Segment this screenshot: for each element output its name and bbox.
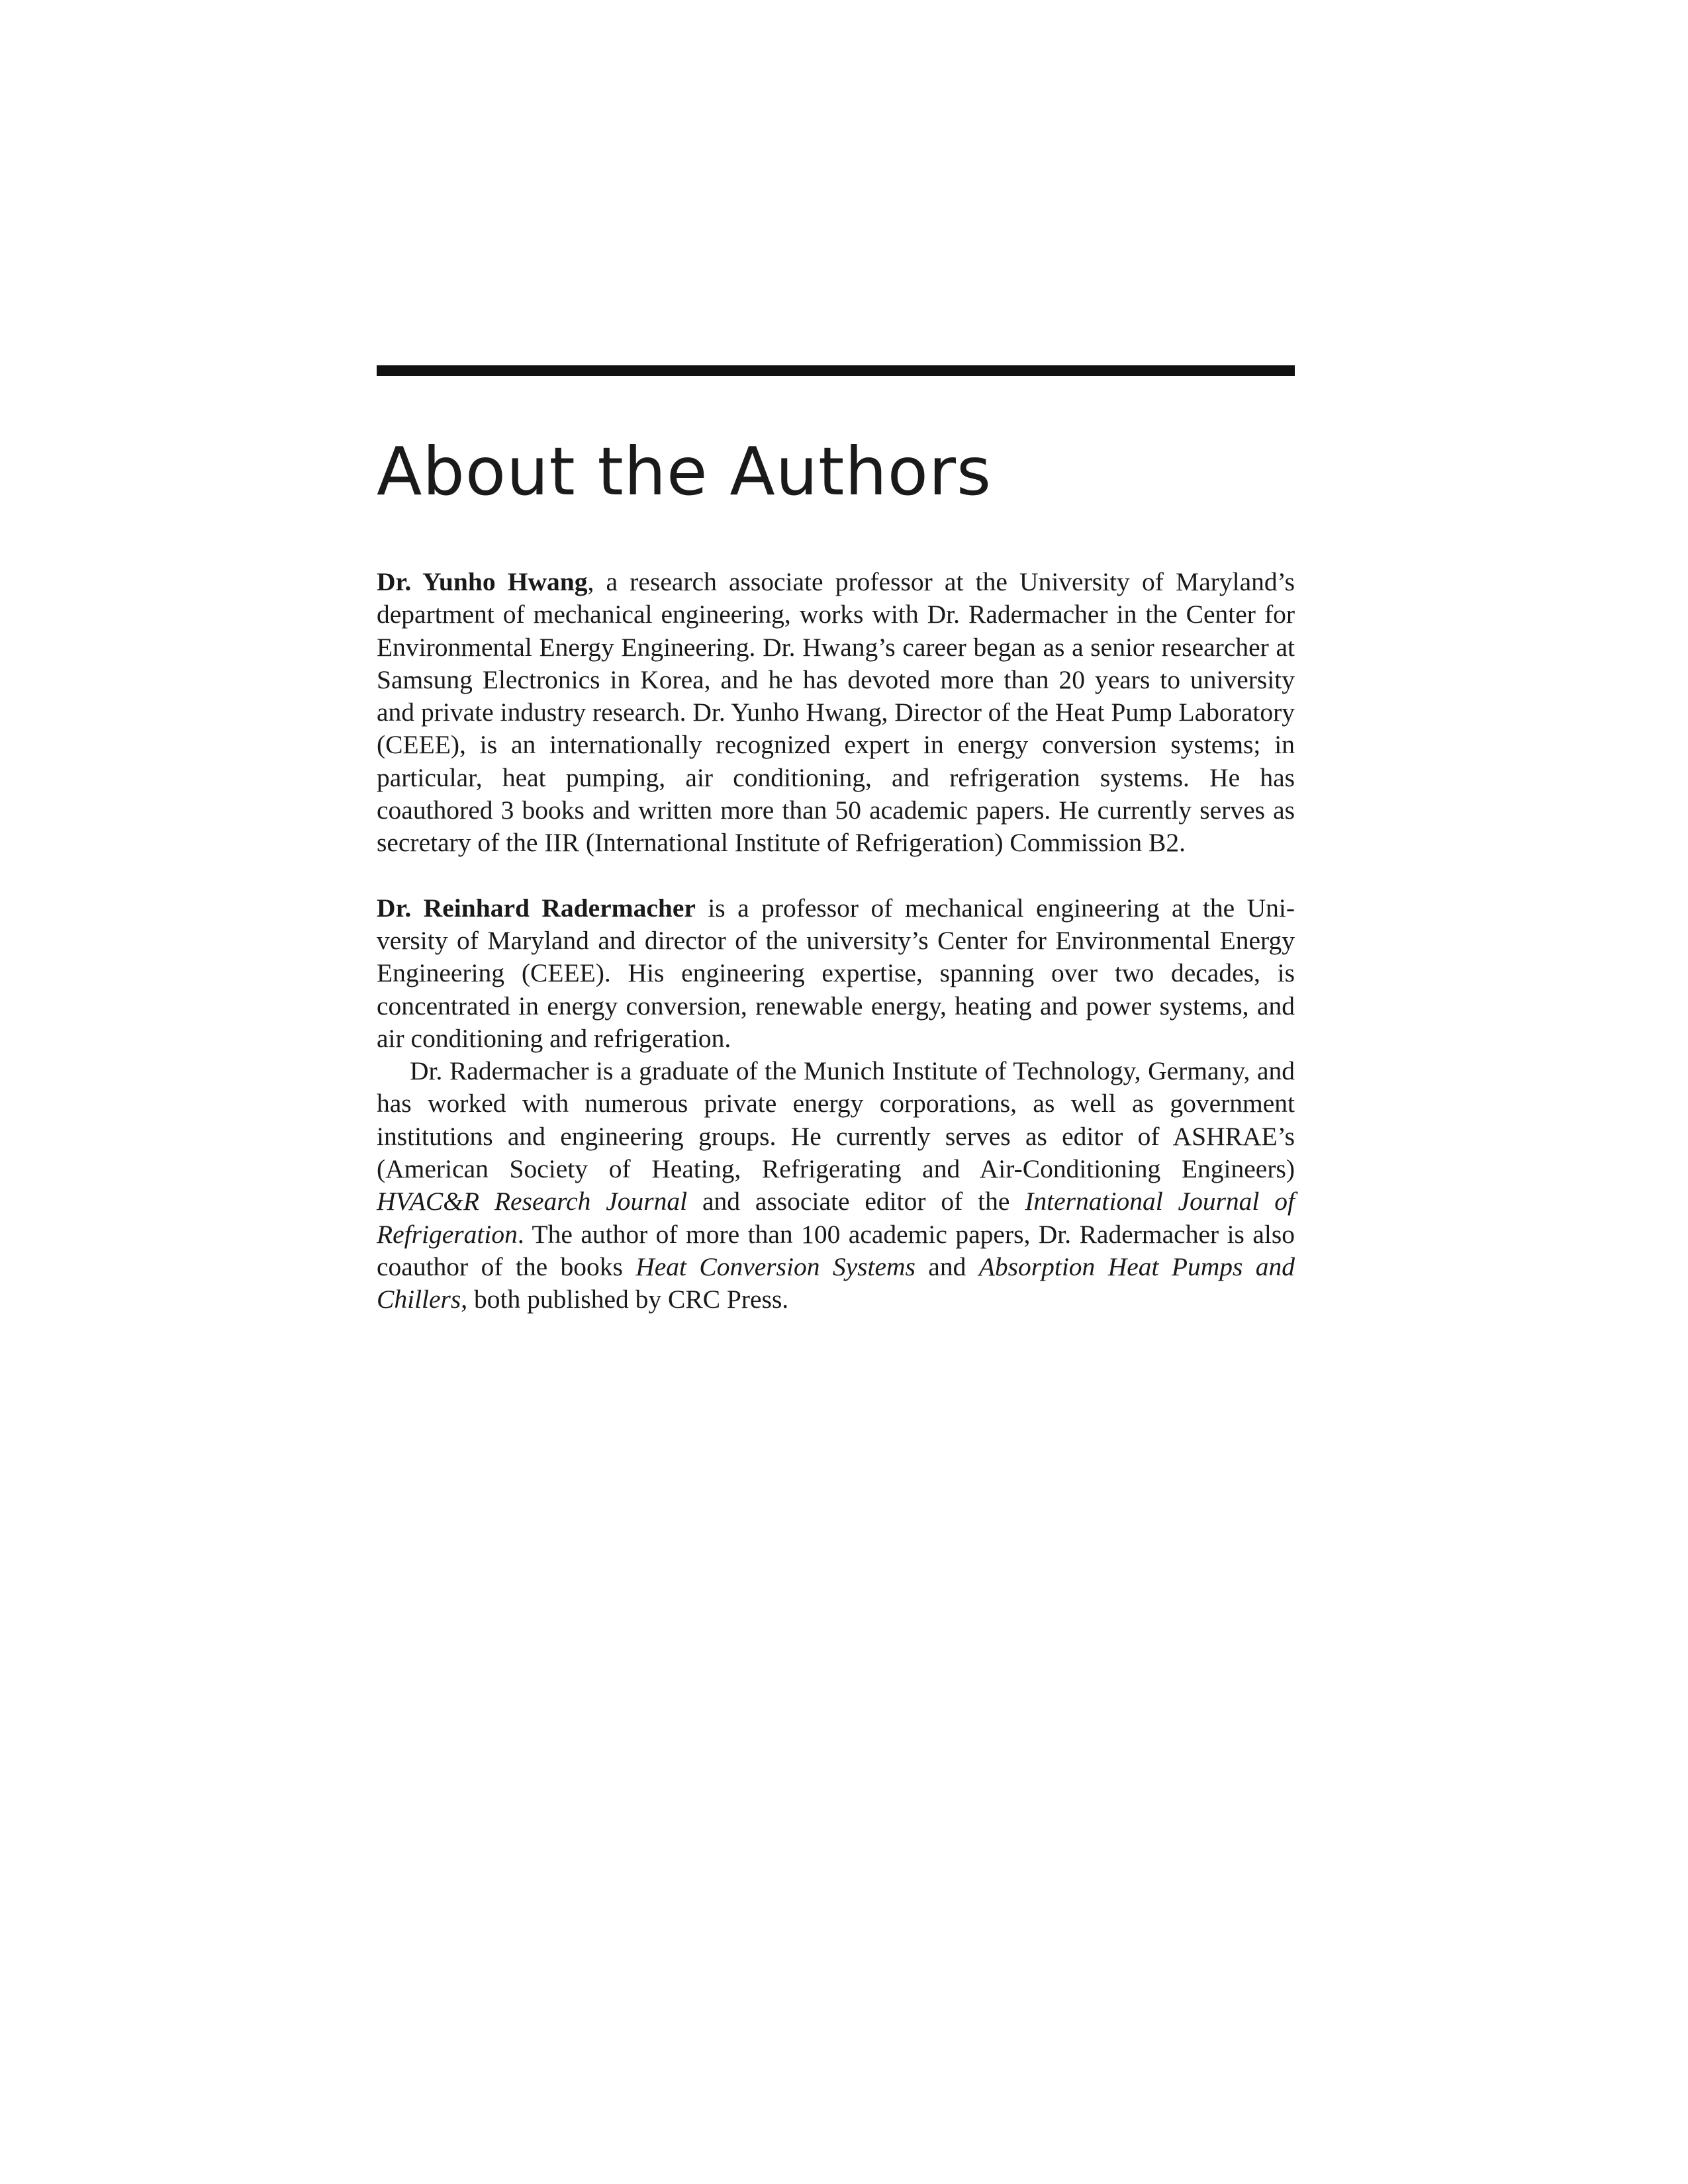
bio-text-radermacher: is a professor of mechanical engineering at the University of Maryland and director of the university’s Center for Environmental Energy Engineering (CEEE). His engineering expertise, spanning over two decades, is concentrated in energy conversion, renewable energy, heating and power systems, and air conditioning and refrigeration. (377, 893, 1295, 1053)
bio-paragraph-radermacher-continued (377, 1055, 1295, 1316)
bio-text-part: , both published by CRC Press. (461, 1285, 789, 1314)
bio-paragraph-radermacher (377, 892, 1295, 1055)
authors-bio-text (377, 566, 1295, 1316)
journal-title-hvacr: HVAC&R Research Journal (377, 1187, 688, 1216)
book-title-absorption: Absorption Heat Pumps and Chillers (377, 1251, 1295, 1314)
author-name-hwang: Dr. Yunho Hwang (377, 567, 588, 596)
author-name-radermacher: Dr. Reinhard Radermacher (377, 893, 696, 923)
heading-rule (377, 365, 1295, 376)
bio-text-part: and (915, 1251, 979, 1281)
bio-text-part: . The author of more than 100 academic papers, Dr. Radermacher is also coauthor of the books (377, 1219, 1295, 1281)
page-title: About the Authors (377, 433, 992, 510)
bio-paragraph-hwang (377, 566, 1295, 860)
bio-text-part: Dr. Radermacher is a graduate of the Munich Institute of Technology, Germany, and has worked with numerous private energy corporations, as well as government institutions and engineering groups. He currently serves as editor of ASHRAE’s (American Society of Heating, Refrigerating and Air-Conditioning Engineers) (377, 1056, 1295, 1184)
journal-title-refrigeration: International Journal of Refrigeration (377, 1187, 1295, 1249)
book-title-heat-conversion: Heat Conversion Systems (635, 1251, 915, 1281)
bio-text-hwang: , a research associate professor at the University of Maryland’s department of mechanical engineering, works with Dr. Radermacher in the Center for Environmental Energy Engineering. Dr. Hwang’s career began as a senior researcher at Samsung Electronics in Korea, and he has devoted more than 20 years to university and private industry research. Dr. Yunho Hwang, Director of the Heat Pump Laboratory (CEEE), is an internationally recognized expert in energy conversion systems; in particular, heat pumping, air conditioning, and refrigeration systems. He has coauthored 3 books and written more than 50 academic papers. He currently serves as secretary of the IIR (International Institute of Refrigeration) Commission B2. (377, 567, 1295, 858)
bio-text-part: and associate editor of the (687, 1187, 1025, 1216)
